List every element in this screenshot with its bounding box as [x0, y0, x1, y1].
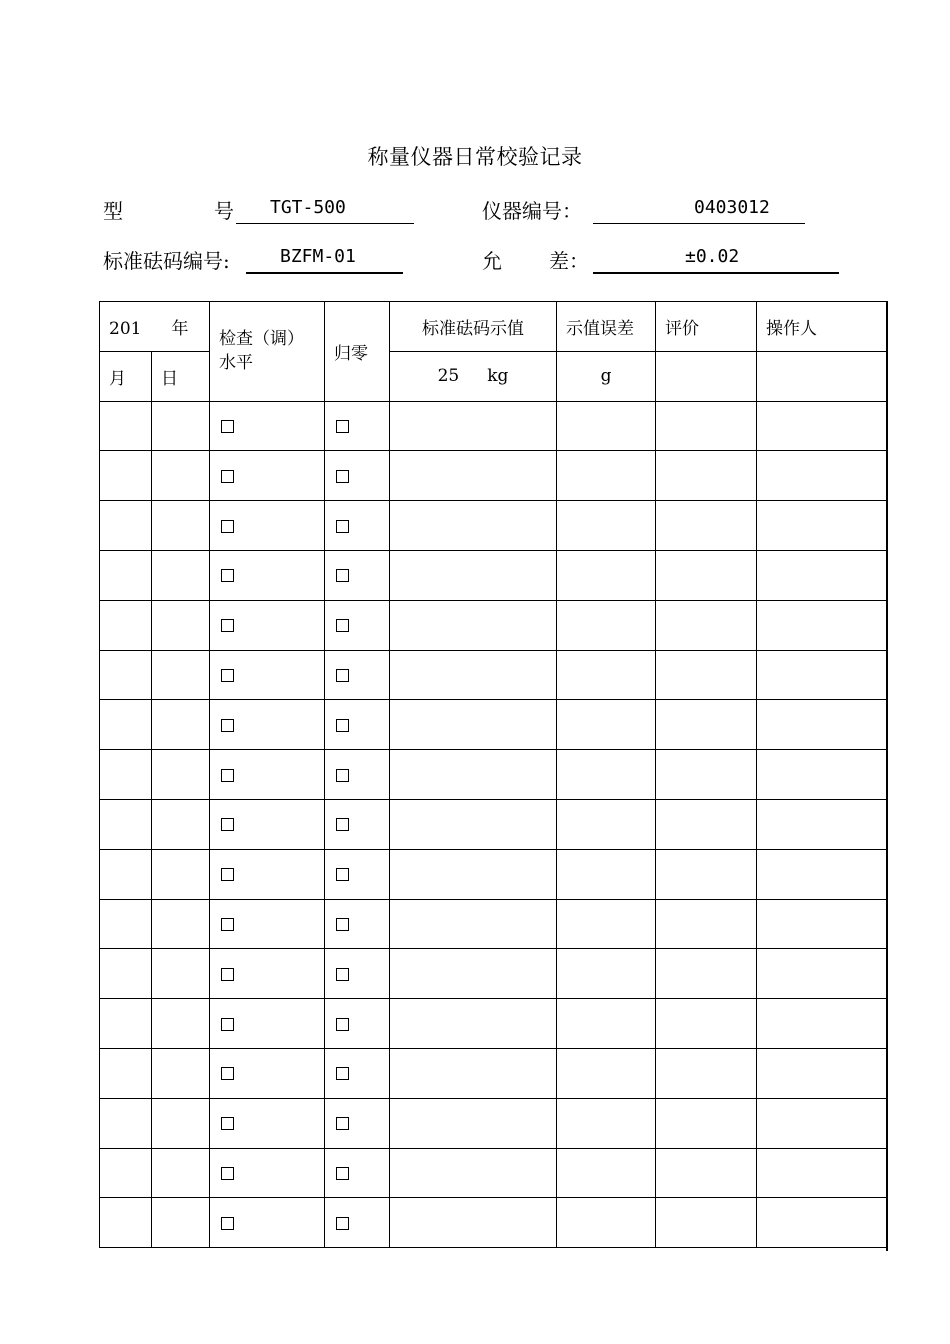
level-check-checkbox[interactable] — [221, 520, 234, 533]
zeroing-checkbox[interactable] — [336, 1217, 349, 1230]
level-check-header: 检查（调）水平 — [210, 302, 325, 402]
level-check-checkbox[interactable] — [221, 968, 234, 981]
record-row — [100, 1098, 888, 1148]
level-check-cell — [210, 451, 325, 501]
error-cell[interactable] — [557, 750, 656, 800]
zeroing-cell — [325, 750, 390, 800]
zeroing-checkbox[interactable] — [336, 769, 349, 782]
zeroing-cell — [325, 1048, 390, 1098]
reading-cell[interactable] — [390, 1148, 557, 1198]
error-cell[interactable] — [557, 451, 656, 501]
reading-cell[interactable] — [390, 700, 557, 750]
day-cell[interactable] — [152, 999, 210, 1049]
zeroing-cell — [325, 401, 390, 451]
zeroing-checkbox[interactable] — [336, 1167, 349, 1180]
zeroing-cell — [325, 650, 390, 700]
zeroing-cell — [325, 799, 390, 849]
record-row — [100, 700, 888, 750]
error-cell[interactable] — [557, 999, 656, 1049]
month-cell[interactable] — [100, 650, 152, 700]
year-label: 年 — [171, 318, 189, 339]
reading-cell[interactable] — [390, 401, 557, 451]
day-cell[interactable] — [152, 401, 210, 451]
std-weight-reading-header: 标准砝码示值 — [390, 302, 557, 352]
operator-cell[interactable] — [757, 700, 888, 750]
reading-cell[interactable] — [390, 849, 557, 899]
error-cell[interactable] — [557, 1048, 656, 1098]
level-check-cell — [210, 949, 325, 999]
error-cell[interactable] — [557, 1198, 656, 1248]
error-cell[interactable] — [557, 1098, 656, 1148]
evaluation-cell[interactable] — [656, 650, 757, 700]
error-cell[interactable] — [557, 849, 656, 899]
month-cell[interactable] — [100, 750, 152, 800]
day-cell[interactable] — [152, 650, 210, 700]
day-cell[interactable] — [152, 501, 210, 551]
operator-cell[interactable] — [757, 650, 888, 700]
level-check-checkbox[interactable] — [221, 769, 234, 782]
header-row-1 — [100, 302, 888, 352]
day-cell[interactable] — [152, 799, 210, 849]
zeroing-checkbox[interactable] — [336, 868, 349, 881]
reading-cell[interactable] — [390, 451, 557, 501]
evaluation-cell[interactable] — [656, 899, 757, 949]
operator-header: 操作人 — [757, 302, 888, 352]
page-title: 称量仪器日常校验记录 — [367, 145, 583, 169]
evaluation-cell[interactable] — [656, 600, 757, 650]
month-cell[interactable] — [100, 401, 152, 451]
month-cell[interactable] — [100, 799, 152, 849]
level-check-checkbox[interactable] — [221, 1018, 234, 1031]
day-cell[interactable] — [152, 600, 210, 650]
level-check-cell — [210, 501, 325, 551]
zeroing-checkbox[interactable] — [336, 619, 349, 632]
operator-cell[interactable] — [757, 999, 888, 1049]
level-check-cell — [210, 1098, 325, 1148]
tolerance-label-a: 允 — [482, 249, 502, 273]
error-cell[interactable] — [557, 650, 656, 700]
zeroing-header: 归零 — [325, 302, 390, 402]
level-check-checkbox[interactable] — [221, 1117, 234, 1130]
error-cell[interactable] — [557, 799, 656, 849]
reading-error-header: 示值误差 — [557, 302, 656, 352]
level-check-cell — [210, 650, 325, 700]
evaluation-cell[interactable] — [656, 550, 757, 600]
operator-cell[interactable] — [757, 550, 888, 600]
error-cell[interactable] — [557, 600, 656, 650]
evaluation-cell[interactable] — [656, 501, 757, 551]
table-right-border — [886, 301, 888, 1251]
operator-cell[interactable] — [757, 1048, 888, 1098]
evaluation-cell[interactable] — [656, 750, 757, 800]
record-row — [100, 1048, 888, 1098]
zeroing-cell — [325, 451, 390, 501]
record-row — [100, 451, 888, 501]
std-weight-no-value: BZFM-01 — [280, 246, 356, 267]
level-check-checkbox[interactable] — [221, 918, 234, 931]
level-check-checkbox[interactable] — [221, 818, 234, 831]
evaluation-cell[interactable] — [656, 1148, 757, 1198]
reading-cell[interactable] — [390, 799, 557, 849]
level-check-cell — [210, 899, 325, 949]
day-cell[interactable] — [152, 849, 210, 899]
instrument-no-label: 仪器编号： — [482, 199, 582, 223]
level-check-cell — [210, 999, 325, 1049]
record-row — [100, 1198, 888, 1248]
error-cell[interactable] — [557, 1148, 656, 1198]
calibration-record-table — [99, 301, 888, 1248]
level-check-cell — [210, 799, 325, 849]
record-row — [100, 949, 888, 999]
operator-cell[interactable] — [757, 750, 888, 800]
operator-cell[interactable] — [757, 899, 888, 949]
level-check-cell — [210, 550, 325, 600]
reading-error-unit: g — [557, 351, 656, 401]
evaluation-header: 评价 — [656, 302, 757, 352]
level-check-checkbox[interactable] — [221, 569, 234, 582]
level-check-checkbox[interactable] — [221, 420, 234, 433]
record-row — [100, 550, 888, 600]
model-label-a: 型 — [103, 199, 123, 223]
day-cell[interactable] — [152, 451, 210, 501]
instrument-no-value: 0403012 — [694, 197, 770, 218]
operator-cell[interactable] — [757, 501, 888, 551]
reading-cell[interactable] — [390, 899, 557, 949]
zeroing-checkbox[interactable] — [336, 1117, 349, 1130]
level-check-checkbox[interactable] — [221, 1167, 234, 1180]
tolerance-label-b: 差： — [549, 249, 589, 273]
day-cell[interactable] — [152, 899, 210, 949]
day-cell[interactable] — [152, 750, 210, 800]
error-cell[interactable] — [557, 949, 656, 999]
level-check-cell — [210, 1048, 325, 1098]
operator-cell[interactable] — [757, 799, 888, 849]
record-row — [100, 750, 888, 800]
month-cell[interactable] — [100, 1198, 152, 1248]
level-check-checkbox[interactable] — [221, 669, 234, 682]
record-row — [100, 849, 888, 899]
evaluation-cell[interactable] — [656, 451, 757, 501]
evaluation-subheader — [656, 351, 757, 401]
zeroing-checkbox[interactable] — [336, 918, 349, 931]
month-cell[interactable] — [100, 1098, 152, 1148]
zeroing-cell — [325, 1098, 390, 1148]
evaluation-cell[interactable] — [656, 949, 757, 999]
reading-cell[interactable] — [390, 750, 557, 800]
record-row — [100, 1148, 888, 1198]
month-cell[interactable] — [100, 849, 152, 899]
reading-cell[interactable] — [390, 999, 557, 1049]
month-cell[interactable] — [100, 550, 152, 600]
zeroing-cell — [325, 550, 390, 600]
day-cell[interactable] — [152, 1148, 210, 1198]
day-cell[interactable] — [152, 1048, 210, 1098]
level-check-cell — [210, 849, 325, 899]
operator-subheader — [757, 351, 888, 401]
zeroing-cell — [325, 600, 390, 650]
reading-cell[interactable] — [390, 1098, 557, 1148]
reading-cell[interactable] — [390, 501, 557, 551]
level-check-checkbox[interactable] — [221, 719, 234, 732]
zeroing-checkbox[interactable] — [336, 1018, 349, 1031]
operator-cell[interactable] — [757, 949, 888, 999]
month-cell[interactable] — [100, 600, 152, 650]
level-check-cell — [210, 401, 325, 451]
reading-cell[interactable] — [390, 550, 557, 600]
record-row — [100, 899, 888, 949]
level-check-cell — [210, 600, 325, 650]
operator-cell[interactable] — [757, 401, 888, 451]
year-prefix: 201 — [109, 318, 142, 339]
level-check-cell — [210, 1148, 325, 1198]
record-row — [100, 401, 888, 451]
reading-cell[interactable] — [390, 600, 557, 650]
month-cell[interactable] — [100, 501, 152, 551]
error-cell[interactable] — [557, 899, 656, 949]
zeroing-cell — [325, 700, 390, 750]
evaluation-cell[interactable] — [656, 999, 757, 1049]
operator-cell[interactable] — [757, 1198, 888, 1248]
error-cell[interactable] — [557, 550, 656, 600]
month-cell[interactable] — [100, 1148, 152, 1198]
reading-cell[interactable] — [390, 650, 557, 700]
evaluation-cell[interactable] — [656, 700, 757, 750]
record-row — [100, 501, 888, 551]
day-cell[interactable] — [152, 1098, 210, 1148]
zeroing-cell — [325, 949, 390, 999]
zeroing-cell — [325, 1148, 390, 1198]
level-check-checkbox[interactable] — [221, 1217, 234, 1230]
level-check-checkbox[interactable] — [221, 868, 234, 881]
month-cell[interactable] — [100, 949, 152, 999]
month-header: 月 — [100, 351, 152, 401]
month-cell[interactable] — [100, 700, 152, 750]
month-cell[interactable] — [100, 451, 152, 501]
year-cell — [100, 302, 210, 352]
evaluation-cell[interactable] — [656, 1048, 757, 1098]
month-cell[interactable] — [100, 899, 152, 949]
zeroing-checkbox[interactable] — [336, 1067, 349, 1080]
record-row — [100, 799, 888, 849]
std-weight-no-label: 标准砝码编号: — [103, 249, 230, 273]
error-cell[interactable] — [557, 401, 656, 451]
zeroing-cell — [325, 999, 390, 1049]
zeroing-checkbox[interactable] — [336, 470, 349, 483]
zeroing-checkbox[interactable] — [336, 719, 349, 732]
error-cell[interactable] — [557, 501, 656, 551]
evaluation-cell[interactable] — [656, 849, 757, 899]
day-cell[interactable] — [152, 949, 210, 999]
operator-cell[interactable] — [757, 451, 888, 501]
level-check-cell — [210, 750, 325, 800]
model-label-b: 号 — [214, 199, 234, 223]
zeroing-cell — [325, 501, 390, 551]
std-weight-amount-cell — [390, 351, 557, 401]
level-check-checkbox[interactable] — [221, 619, 234, 632]
operator-cell[interactable] — [757, 849, 888, 899]
day-header: 日 — [152, 351, 210, 401]
level-check-cell — [210, 1198, 325, 1248]
operator-cell[interactable] — [757, 600, 888, 650]
error-cell[interactable] — [557, 700, 656, 750]
model-value: TGT-500 — [270, 197, 346, 218]
day-cell[interactable] — [152, 550, 210, 600]
level-check-cell — [210, 700, 325, 750]
reading-cell[interactable] — [390, 1048, 557, 1098]
zeroing-checkbox[interactable] — [336, 669, 349, 682]
level-check-checkbox[interactable] — [221, 1067, 234, 1080]
zeroing-cell — [325, 849, 390, 899]
evaluation-cell[interactable] — [656, 1198, 757, 1248]
zeroing-cell — [325, 899, 390, 949]
level-check-checkbox[interactable] — [221, 470, 234, 483]
evaluation-cell[interactable] — [656, 401, 757, 451]
reading-cell[interactable] — [390, 949, 557, 999]
record-row — [100, 999, 888, 1049]
record-row — [100, 650, 888, 700]
zeroing-checkbox[interactable] — [336, 968, 349, 981]
zeroing-cell — [325, 1198, 390, 1248]
zeroing-checkbox[interactable] — [336, 569, 349, 582]
day-cell[interactable] — [152, 700, 210, 750]
record-row — [100, 600, 888, 650]
tolerance-value: ±0.02 — [685, 246, 740, 267]
evaluation-cell[interactable] — [656, 799, 757, 849]
zeroing-checkbox[interactable] — [336, 520, 349, 533]
std-weight-unit: kg — [487, 366, 509, 387]
zeroing-checkbox[interactable] — [336, 818, 349, 831]
evaluation-cell[interactable] — [656, 1098, 757, 1148]
reading-cell[interactable] — [390, 1198, 557, 1248]
month-cell[interactable] — [100, 1048, 152, 1098]
operator-cell[interactable] — [757, 1098, 888, 1148]
operator-cell[interactable] — [757, 1148, 888, 1198]
month-cell[interactable] — [100, 999, 152, 1049]
day-cell[interactable] — [152, 1198, 210, 1248]
zeroing-checkbox[interactable] — [336, 420, 349, 433]
std-weight-amount: 25 — [437, 366, 460, 387]
